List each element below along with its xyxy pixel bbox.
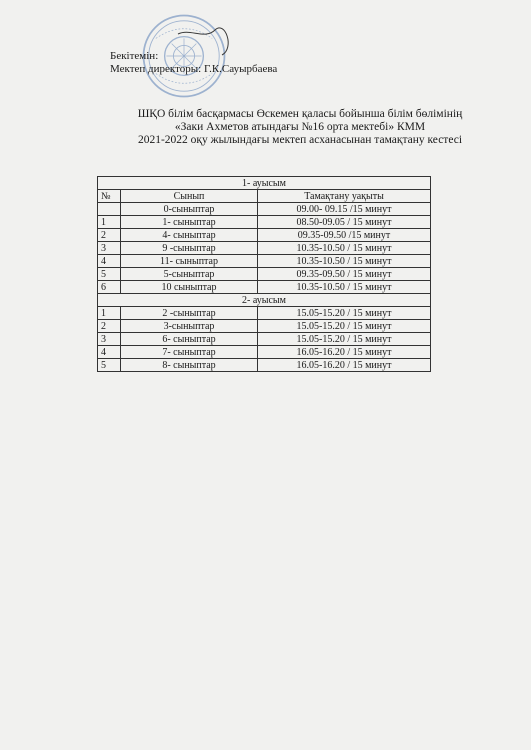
row-time: 09.00- 09.15 /15 минут xyxy=(258,203,431,216)
approval-block xyxy=(110,50,277,76)
row-class: 10 сыныптар xyxy=(121,281,258,294)
table-row xyxy=(98,359,431,372)
schedule-body xyxy=(98,177,431,372)
row-time: 10.35-10.50 / 15 минут xyxy=(258,281,431,294)
col-num-header: № xyxy=(98,190,121,203)
row-time: 10.35-10.50 / 15 минут xyxy=(258,242,431,255)
row-class: 6- сыныптар xyxy=(121,333,258,346)
row-number: 5 xyxy=(98,359,121,372)
row-number: 1 xyxy=(98,307,121,320)
shift-1-header xyxy=(98,177,431,190)
row-time: 10.35-10.50 / 15 минут xyxy=(258,255,431,268)
row-number: 4 xyxy=(98,346,121,359)
row-class: 8- сыныптар xyxy=(121,359,258,372)
row-time: 08.50-09.05 / 15 минут xyxy=(258,216,431,229)
heading-line-3: 2021-2022 оқу жылындағы мектеп асханасынан тамақтану кестесі xyxy=(137,134,463,146)
row-time: 09.35-09.50 / 15 минут xyxy=(258,268,431,281)
meal-schedule-table xyxy=(97,176,431,372)
row-class: 9 -сыныптар xyxy=(121,242,258,255)
director-name: Мектеп директоры: Г.К.Сауырбаева xyxy=(110,63,278,75)
row-number: 6 xyxy=(98,281,121,294)
approval-label: Бекітемін: xyxy=(110,50,159,62)
row-time: 16.05-16.20 / 15 минут xyxy=(258,346,431,359)
row-time: 15.05-15.20 / 15 минут xyxy=(258,333,431,346)
row-class: 4- сыныптар xyxy=(121,229,258,242)
document-heading xyxy=(100,108,500,147)
row-number: 4 xyxy=(98,255,121,268)
row-class: 1- сыныптар xyxy=(121,216,258,229)
row-class: 5-сыныптар xyxy=(121,268,258,281)
row-time: 09.35-09.50 /15 минут xyxy=(258,229,431,242)
row-time: 15.05-15.20 / 15 минут xyxy=(258,307,431,320)
table-row xyxy=(98,281,431,294)
col-class-header: Сынып xyxy=(121,190,258,203)
row-number: 1 xyxy=(98,216,121,229)
row-number: 2 xyxy=(98,229,121,242)
row-class: 11- сыныптар xyxy=(121,255,258,268)
row-number xyxy=(98,203,121,216)
table-row xyxy=(98,333,431,346)
heading-line-1: ШҚО білім басқармасы Өскемен қаласы бойынша білім бөлімінің xyxy=(137,108,463,120)
row-number: 5 xyxy=(98,268,121,281)
row-number: 3 xyxy=(98,242,121,255)
heading-line-2: «Заки Ахметов атындағы №16 орта мектебі» КММ xyxy=(174,121,426,133)
shift-2-title: 2- ауысым xyxy=(98,294,431,307)
shift-1-title: 1- ауысым xyxy=(98,177,431,190)
table-row xyxy=(98,242,431,255)
col-time-header: Тамақтану уақыты xyxy=(258,190,431,203)
table-row xyxy=(98,307,431,320)
row-number: 2 xyxy=(98,320,121,333)
row-time: 16.05-16.20 / 15 минут xyxy=(258,359,431,372)
table-row xyxy=(98,229,431,242)
table-row xyxy=(98,268,431,281)
row-class: 3-сыныптар xyxy=(121,320,258,333)
row-class: 0-сыныптар xyxy=(121,203,258,216)
shift-2-header xyxy=(98,294,431,307)
table-row xyxy=(98,216,431,229)
column-header-row xyxy=(98,190,431,203)
row-class: 2 -сыныптар xyxy=(121,307,258,320)
table-row xyxy=(98,320,431,333)
row-number: 3 xyxy=(98,333,121,346)
table-row xyxy=(98,203,431,216)
row-class: 7- сыныптар xyxy=(121,346,258,359)
row-time: 15.05-15.20 / 15 минут xyxy=(258,320,431,333)
table-row xyxy=(98,255,431,268)
table-row xyxy=(98,346,431,359)
